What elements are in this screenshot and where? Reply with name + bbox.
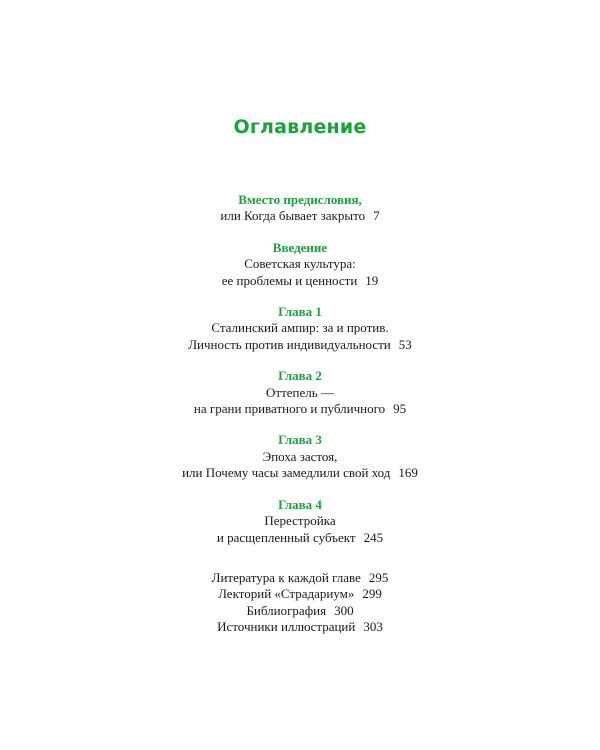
toc-page-number: 295 — [368, 569, 389, 585]
toc-entry — [0, 256, 600, 272]
toc-back-matter — [0, 570, 600, 636]
toc-page-number: 95 — [393, 401, 407, 417]
toc-entry-text: Перестройка — [264, 513, 336, 529]
toc-page-number: 19 — [365, 272, 379, 288]
toc-entry — [0, 619, 600, 635]
toc-section-chapter-2 — [0, 368, 600, 417]
toc-page-number: 245 — [363, 529, 384, 545]
toc-entry-text: ее проблемы и ценности — [221, 272, 358, 288]
toc-entry-text: Оттепель — — [266, 384, 334, 400]
toc-entry-text: на грани приватного и публичного — [193, 401, 386, 417]
toc-entry — [0, 570, 600, 586]
toc-entry — [0, 465, 600, 481]
toc-entry-text: Эпоха застоя, — [262, 448, 338, 464]
toc-page-number: 303 — [363, 619, 383, 635]
toc-entry-text: Источники иллюстраций — [217, 619, 356, 635]
toc-page-number: 169 — [398, 465, 418, 481]
toc-entry — [0, 530, 600, 546]
toc-heading: Глава 3 — [278, 432, 322, 448]
toc-section-chapter-4 — [0, 497, 600, 546]
toc-heading: Глава 4 — [278, 496, 322, 512]
page-title: Оглавление — [233, 116, 367, 138]
toc-heading: Введение — [272, 239, 328, 255]
toc-entry — [0, 208, 600, 224]
toc-page-number: 299 — [362, 586, 382, 602]
toc-entry — [0, 586, 600, 602]
toc-entry — [0, 513, 600, 529]
toc-page-number: 300 — [334, 602, 354, 618]
toc-heading: Глава 2 — [278, 368, 322, 384]
toc-section-introduction — [0, 240, 600, 289]
toc-section-chapter-3 — [0, 432, 600, 481]
toc-entry — [0, 449, 600, 465]
toc-page-number: 53 — [398, 336, 412, 352]
toc-section-preface — [0, 192, 600, 225]
toc-entry-text: Библиография — [246, 602, 327, 618]
toc-heading: Вместо предисловия, — [238, 192, 362, 207]
toc-entry-text: Сталинский ампир: за и против. — [211, 320, 389, 336]
toc-section-chapter-1 — [0, 304, 600, 353]
table-of-contents — [0, 192, 600, 651]
toc-entry — [0, 401, 600, 417]
toc-entry-text: или Когда бывает закрыто — [220, 208, 366, 224]
toc-entry-text: или Почему часы замедлили свой ход — [182, 465, 391, 481]
toc-page-number: 7 — [373, 208, 380, 224]
toc-entry-text: Личность против индивидуальности — [188, 336, 391, 352]
toc-entry — [0, 337, 600, 353]
toc-entry-text: Литература к каждой главе — [211, 569, 361, 585]
toc-entry — [0, 320, 600, 336]
toc-entry-text: Лекторий «Страдариум» — [218, 586, 355, 602]
toc-entry — [0, 385, 600, 401]
toc-entry-text: Советская культура: — [244, 256, 356, 272]
toc-entry — [0, 603, 600, 619]
toc-heading: Глава 1 — [278, 304, 322, 320]
toc-entry-text: и расщепленный субъект — [216, 529, 356, 545]
toc-entry — [0, 273, 600, 289]
